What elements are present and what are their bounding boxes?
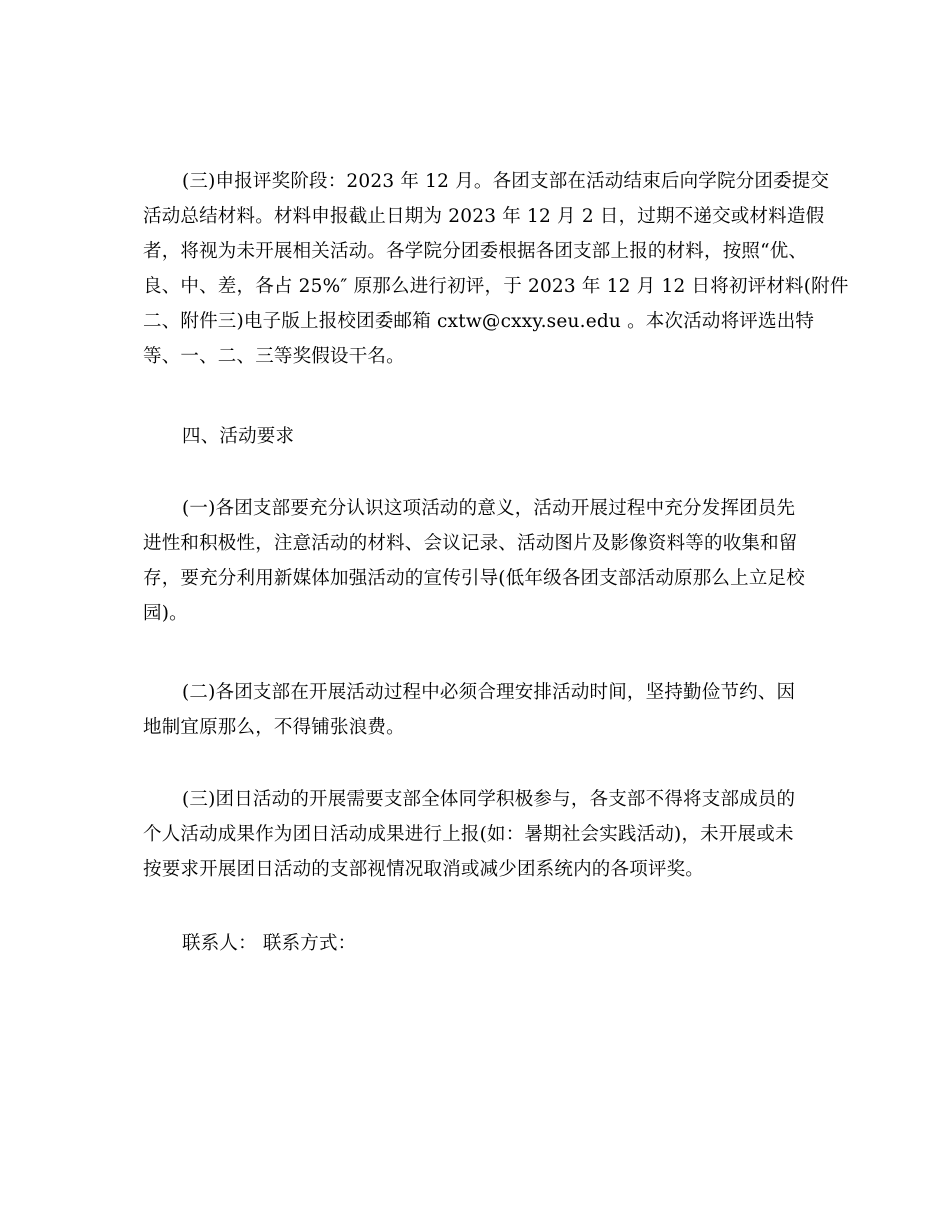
text-line: 按要求开展团日活动的支部视情况取消或减少团系统内的各项评奖。	[143, 859, 705, 880]
text-line: 进性和积极性，注意活动的材料、会议记录、活动图片及影像资料等的收集和留	[143, 533, 798, 554]
text-line: 良、中、差，各占 25%″ 原那么进行初评，于 2023 年 12 月 12 日将初评材料(附件	[143, 276, 849, 297]
text-line: 二、附件三)电子版上报校团委邮箱 cxtw@cxxy.seu.edu 。本次活动将评选出特	[143, 311, 815, 332]
text-line: 等、一、二、三等奖假设干名。	[143, 346, 405, 367]
contact-line: 联系人： 联系方式：	[182, 933, 357, 954]
section-heading: 四、活动要求	[182, 426, 295, 447]
text-line: (一)各团支部要充分认识这项活动的意义，活动开展过程中充分发挥团员先	[182, 498, 796, 519]
text-line: 园)。	[143, 603, 188, 624]
text-line: 活动总结材料。材料申报截止日期为 2023 年 12 月 2 日，过期不递交或材料造假	[143, 206, 825, 227]
text-line: (三)团日活动的开展需要支部全体同学积极参与，各支部不得将支部成员的	[182, 789, 796, 810]
text-line: 存，要充分利用新媒体加强活动的宣传引导(低年级各团支部活动原那么上立足校	[143, 568, 805, 589]
text-line: (三)申报评奖阶段：2023 年 12 月。各团支部在活动结束后向学院分团委提交	[182, 171, 830, 192]
text-line: 地制宜原那么，不得铺张浪费。	[143, 717, 405, 738]
text-line: 个人活动成果作为团日活动成果进行上报(如：暑期社会实践活动)，未开展或未	[143, 824, 794, 845]
text-line: (二)各团支部在开展活动过程中必须合理安排活动时间，坚持勤俭节约、因	[182, 682, 796, 703]
text-line: 者，将视为未开展相关活动。各学院分团委根据各团支部上报的材料，按照“优、	[143, 241, 808, 262]
